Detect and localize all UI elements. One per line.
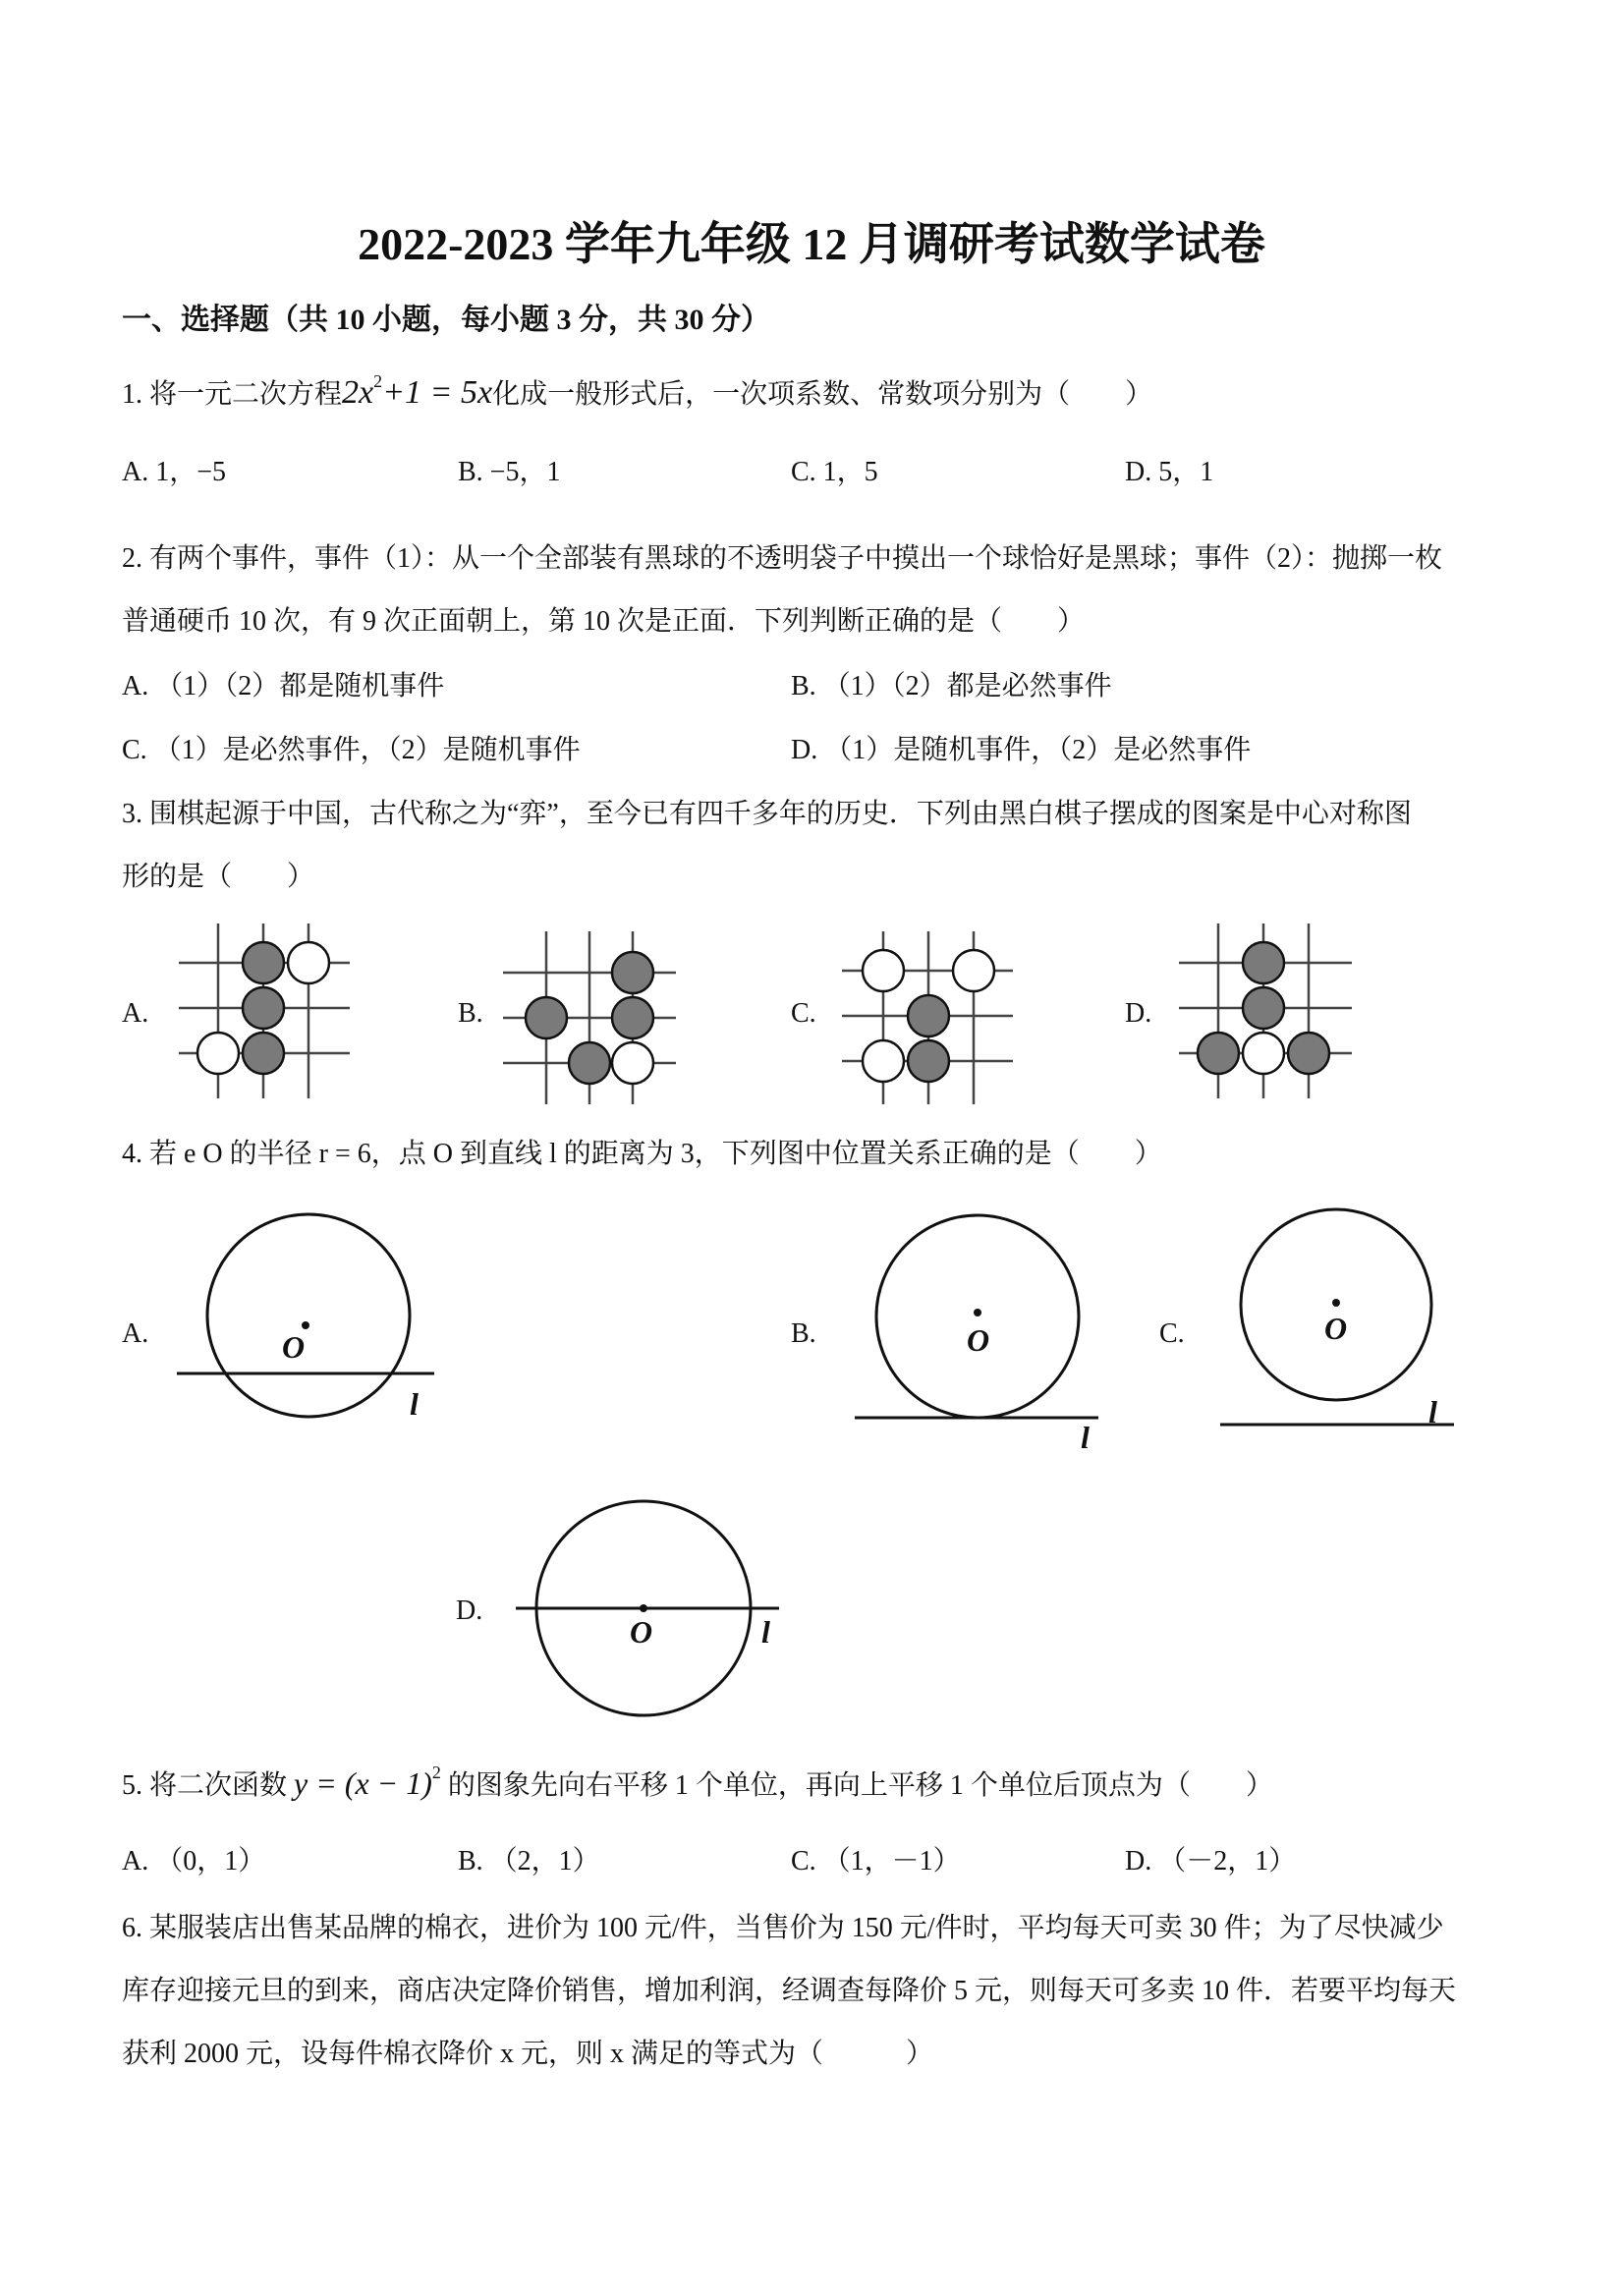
black-stone [612,997,653,1038]
page-title: 2022-2023 学年九年级 12 月调研考试数学试卷 [358,219,1265,269]
q3-option-a: A. [122,998,149,1029]
section-heading: 一、选择题（共 10 小题，每小题 3 分，共 30 分） [122,304,770,336]
q3-line-2: 形的是（ ） [122,862,315,892]
line-label: l [761,1614,770,1650]
black-stone [526,997,567,1038]
line-label: l [1428,1394,1437,1429]
q4-option-b: B. [791,1318,816,1349]
q1-pre: 1. 将一元二次方程 [122,379,343,410]
circle-diagram-c [1218,1206,1464,1442]
q6-line-3: 获利 2000 元，设每件棉衣降价 x 元，则 x 满足的等式为（ ） [122,2039,934,2069]
q6-line-2: 库存迎接元旦的到来，商店决定降价销售，增加利润，经调查每降价 5 元，则每天可多卖 10 件．若要平均每天 [122,1976,1457,2006]
q2-line-2: 普通硬币 10 次，有 9 次正面朝上，第 10 次是正面．下列判断正确的是（ ） [122,606,1086,637]
q5-option-d: D. （－2，1） [1125,1846,1297,1876]
go-board-c [840,931,1017,1106]
center-label: O [630,1614,653,1650]
q6-line-1: 6. 某服装店出售某品牌的棉衣，进价为 100 元/件，当售价为 150 元/件时，平均每天可卖 30 件；为了尽快减少 [122,1913,1444,1943]
center-label: O [282,1329,306,1365]
go-board-a [177,924,354,1100]
black-stone [1243,987,1284,1029]
circle-diagram-b [853,1216,1108,1455]
q5-equation: $y = (x - 1)^2$ [294,1763,441,1801]
black-stone [1243,942,1284,983]
black-stone [908,995,949,1036]
q5-option-a: A. （0，1） [122,1846,266,1876]
black-stone [243,942,284,983]
q4-text: 4. 若 e O 的半径 r = 6，点 O 到直线 l 的距离为 3，下列图中位置关系正确的是（ ） [122,1139,1162,1169]
q5-post: 的图象先向右平移 1 个单位，再向上平移 1 个单位后顶点为（ ） [447,1770,1273,1801]
q1-option-d: D. 5，1 [1125,457,1214,487]
white-stone [612,1042,653,1084]
white-stone [953,950,994,991]
circle-diagram-a [177,1218,452,1434]
black-stone [243,1033,284,1074]
q3-option-d: D. [1125,998,1152,1029]
q3-line-1: 3. 围棋起源于中国，古代称之为“弈”，至今已有四千多年的历史．下列由黑白棋子摆成的图案是中心对称图 [122,799,1412,829]
q1-option-c: C. 1，5 [791,457,878,487]
q2-option-b: B. （1）（2）都是必然事件 [791,671,1112,701]
question-5 [122,1763,1273,1803]
q1-option-b: B. −5，1 [458,457,561,487]
q2-option-d: D. （1）是随机事件，（2）是必然事件 [791,735,1252,765]
go-board-b [501,931,678,1106]
q2-line-1: 2. 有两个事件，事件（1）：从一个全部装有黑球的不透明袋子中摸出一个球恰好是黑球；事件（2）：抛掷一枚 [122,543,1443,574]
q4-option-c: C. [1159,1318,1185,1349]
q1-option-a: A. 1，−5 [122,457,227,487]
black-stone [1198,1033,1239,1074]
white-stone [288,942,329,983]
q4-option-d: D. [456,1596,483,1626]
white-stone [863,1040,904,1082]
black-stone [1288,1033,1329,1074]
center-label: O [967,1322,990,1358]
q5-option-c: C. （1，－1） [791,1846,961,1876]
q3-option-c: C. [791,998,816,1029]
black-stone [569,1042,610,1084]
white-stone [863,950,904,991]
line-label: l [1081,1420,1090,1455]
black-stone [612,952,653,993]
black-stone [243,987,284,1029]
white-stone [1243,1033,1284,1074]
q3-option-b: B. [458,998,483,1029]
center-label: O [1324,1311,1348,1346]
q5-option-b: B. （2，1） [458,1846,600,1876]
q5-pre: 5. 将二次函数 [122,1770,288,1801]
white-stone [197,1033,239,1074]
q4-option-a: A. [122,1318,149,1349]
q1-equation: $2x^2+1 = 5x$ [342,371,493,411]
circle-diagram-d [516,1497,791,1725]
line-label: l [410,1386,419,1422]
q2-option-a: A. （1）（2）都是随机事件 [122,671,445,701]
black-stone [908,1040,949,1082]
go-board-d [1177,924,1354,1100]
question-1 [122,371,1152,412]
q2-option-c: C. （1）是必然事件，（2）是随机事件 [122,735,581,765]
q1-post: 化成一般形式后，一次项系数、常数项分别为（ ） [492,379,1153,410]
